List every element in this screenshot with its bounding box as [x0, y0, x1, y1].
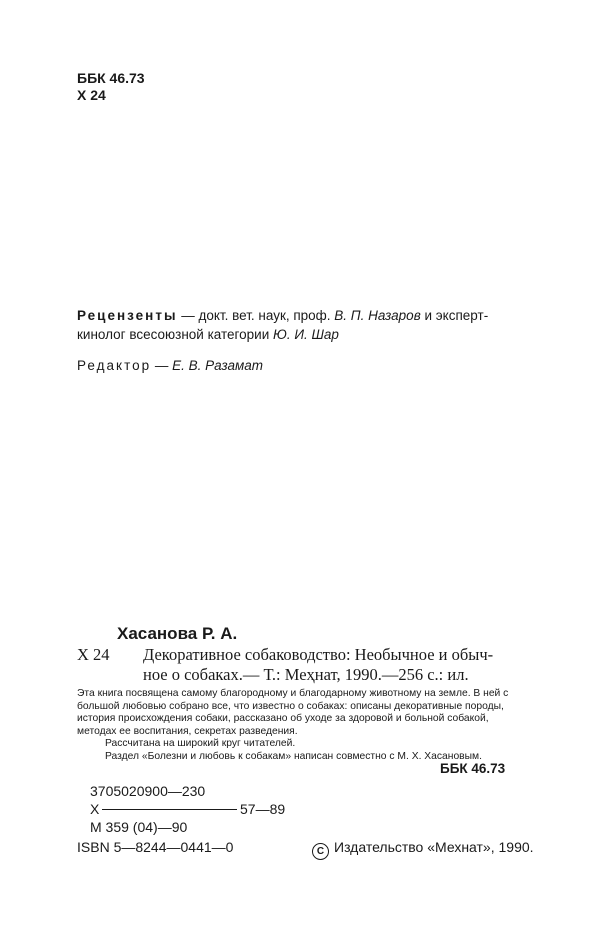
- copyright-text: Издательство «Мехнат», 1990.: [334, 839, 534, 855]
- catalog-title: [143, 645, 493, 685]
- copyright-icon: C: [312, 843, 329, 860]
- catalog-title-line-1: Декоративное собаководство: Необычное и обыч-: [143, 645, 494, 664]
- code-numerator: 3705020900—230: [90, 783, 206, 799]
- editor-name: Е. В. Разамат: [172, 358, 264, 373]
- code-denominator: М 359 (04)—90: [90, 819, 188, 835]
- reviewers-text-2: и эксперт-: [420, 308, 489, 323]
- code-suffix: 57—89: [240, 801, 286, 817]
- reviewers-block: [77, 306, 522, 344]
- author-index: Х 24: [77, 87, 106, 103]
- editor-line: [77, 358, 263, 373]
- annotation-block: [77, 688, 522, 763]
- code-x-letter: Х: [90, 801, 100, 817]
- annotation-paragraph-3: Раздел «Болезни и любовь к собакам» написан совместно с М. Х. Хасановым.: [105, 750, 482, 762]
- annotation-paragraph-2: Рассчитана на широкий круг читателей.: [105, 738, 296, 749]
- catalog-title-line-2: ное о собаках.— Т.: Меҳнат, 1990.—256 с.: ил.: [143, 665, 469, 684]
- annotation-paragraph-1: Эта книга посвящена самому благородному и благодарному животному на земле. В ней с большой любовью собрано все, что известно о собаках: описаны декоративные породы, история происхождения собаки, рассказано об уходе за здоровой и больной собакой, методах ее воспитания, секретах разведения.: [77, 688, 509, 737]
- copyright-line: [312, 839, 534, 860]
- editor-dash: —: [151, 358, 173, 373]
- catalog-author: Хасанова Р. А.: [117, 624, 238, 643]
- bbk-code: ББК 46.73: [77, 70, 145, 86]
- fraction-rule: [102, 809, 237, 810]
- reviewer-name-2: Ю. И. Шар: [273, 327, 339, 342]
- isbn: ISBN 5—8244—0441—0: [77, 839, 234, 855]
- reviewers-label: Рецензенты: [77, 308, 178, 323]
- classification-header: [77, 70, 145, 104]
- catalog-code-fraction: [90, 782, 286, 836]
- code-middle-row: [90, 800, 286, 818]
- bbk-code-right: ББК 46.73: [440, 761, 506, 776]
- reviewers-text-3: кинолог всесоюзной категории: [77, 327, 274, 342]
- reviewer-name-1: В. П. Назаров: [334, 308, 421, 323]
- reviewers-text-1: — докт. вет. наук, проф.: [177, 308, 335, 323]
- catalog-index: Х 24: [77, 645, 110, 664]
- editor-label: Редактор: [77, 358, 152, 373]
